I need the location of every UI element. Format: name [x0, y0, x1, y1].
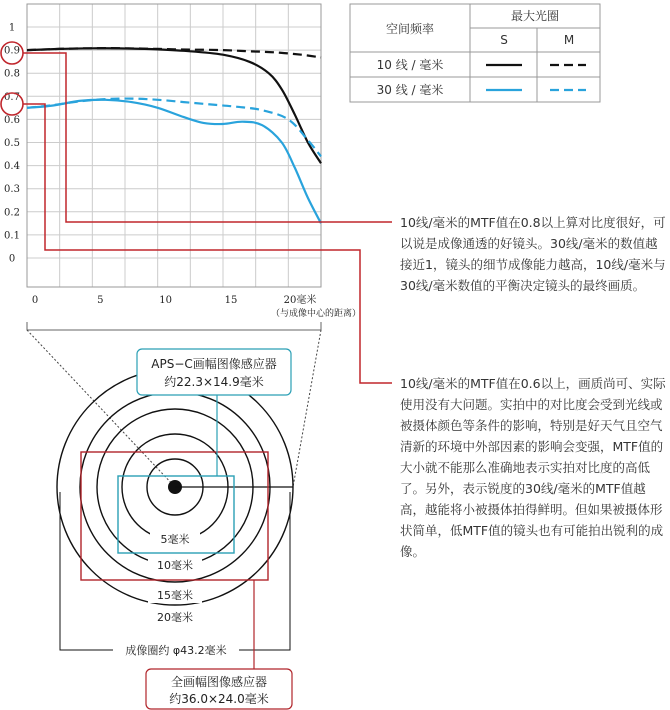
- ring-label-5mm: 5毫米: [160, 533, 190, 546]
- x-tick-label: 0: [31, 295, 39, 306]
- y-tick-labels: [4, 23, 20, 265]
- y-tick-label: 0.6: [4, 114, 20, 126]
- legend-header-frequency: 空间频率: [385, 22, 435, 36]
- ring-label-15mm: 15毫米: [157, 589, 193, 602]
- note-0.6: 10线/毫米的MTF值在0.6以上，画质尚可、实际使用没有大问题。实拍中的对比度会受到光线或被摄体颜色等条件的影响，特别是好天气且空气清新的环境中外部因素的影响会变强，MTF值的大小就不能那么准确地表示实拍对比度的高低了。另外，表示锐度的30线/毫米的MTF值越高，越能将小被摄体拍得鲜明。但如果被摄体形状简单，低MTF值的镜头也有可能拍出锐利的成像。: [400, 376, 666, 559]
- y-tick-label: 0: [8, 253, 16, 265]
- x-tick-label: 5: [97, 295, 104, 306]
- chart-frame: [27, 4, 321, 287]
- full-frame-label-line2: 约36.0×24.0毫米: [169, 692, 269, 706]
- series-line-2: [27, 100, 321, 224]
- image-circle-label: 成像圈约 φ43.2毫米: [125, 644, 227, 657]
- y-tick-label: 1: [8, 22, 16, 34]
- full-frame-label-line1: 全画幅图像感应器: [170, 675, 268, 689]
- x-tick-labels: [32, 293, 317, 306]
- legend-row-10lines: 10 线 / 毫米: [376, 58, 444, 72]
- range-bracket: [27, 322, 321, 330]
- series-line-1: [27, 48, 321, 57]
- apsc-label-line1: APS−C画幅图像感应器: [151, 357, 277, 371]
- y-tick-label: 0.8: [4, 68, 20, 80]
- chart-grid: [27, 4, 321, 287]
- ring-label-10mm: 10毫米: [157, 559, 193, 572]
- chart-series: [27, 48, 321, 223]
- series-line-0: [27, 48, 321, 163]
- y-tick-label: 0.4: [4, 161, 20, 173]
- leader-line-0.8: [23, 53, 392, 222]
- y-tick-label: 0.9: [4, 45, 20, 57]
- ring-label-20mm: 20毫米: [157, 611, 193, 624]
- x-tick-label: 20毫米: [283, 295, 317, 306]
- series-line-3: [27, 99, 321, 157]
- projection-line-right: [293, 330, 321, 487]
- x-tick-label: 15: [224, 295, 238, 306]
- leader-line-0.6: [23, 104, 392, 383]
- y-tick-label: 0.7: [4, 91, 20, 103]
- legend-header-aperture: 最大光圈: [510, 9, 560, 23]
- legend-table: [350, 4, 600, 102]
- x-tick-label: 10: [159, 295, 173, 306]
- note-0.8: 10线/毫米的MTF值在0.8以上算对比度很好，可以说是成像通透的好镜头。30线/毫米的数值越接近1，镜头的细节成像能力越高，10线/毫米与30线/毫米数值的平衡决定镜头的最终画质。: [400, 215, 666, 293]
- y-tick-label: 0.1: [4, 230, 20, 242]
- legend-row-30lines: 30 线 / 毫米: [376, 83, 444, 97]
- y-tick-label: 0.5: [4, 138, 20, 149]
- y-tick-label: 0.2: [4, 207, 20, 219]
- image-circle-diagram: [57, 349, 293, 709]
- legend-sub-s: S: [500, 33, 508, 47]
- x-axis-caption: （与成像中心的距离）: [271, 309, 362, 319]
- y-tick-label: 0.3: [4, 184, 20, 196]
- legend-sub-m: M: [563, 33, 575, 47]
- apsc-label-line2: 约22.3×14.9毫米: [164, 375, 264, 389]
